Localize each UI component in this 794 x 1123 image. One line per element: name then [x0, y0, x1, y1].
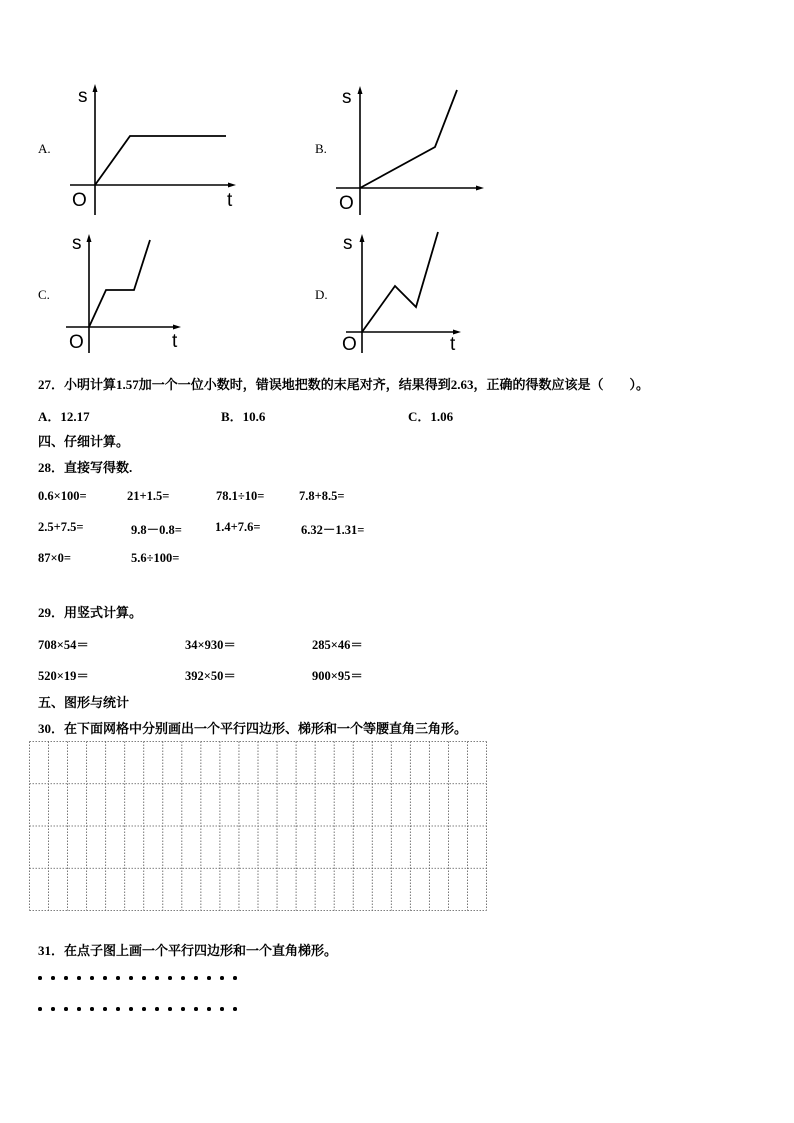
q29-expr: 520×19＝ [38, 669, 89, 683]
graph-d-s-label: s [343, 233, 353, 254]
q28-expr: 21+1.5= [127, 489, 170, 503]
graph-b-origin-label: O [339, 193, 354, 214]
graph-d-y-arrow [360, 234, 365, 242]
q28-expr: 78.1÷10= [216, 489, 265, 503]
grid-dot [142, 1007, 146, 1011]
q29-expr: 900×95＝ [312, 669, 363, 683]
graph-d-x-arrow [453, 330, 461, 335]
q29-expr: 708×54＝ [38, 638, 89, 652]
grid-dot [233, 1007, 237, 1011]
grid-dot [103, 1007, 107, 1011]
option-b-label: B. [315, 141, 327, 156]
grid-dot [129, 976, 133, 980]
grid-dot [168, 976, 172, 980]
question-30-title: 30．在下面网格中分别画出一个平行四边形、梯形和一个等腰直角三角形。 [38, 721, 468, 736]
grid-dot [181, 976, 185, 980]
dot-grid-row[interactable] [38, 976, 238, 982]
q28-expr: 5.6÷100= [131, 551, 180, 565]
grid-dot [194, 1007, 198, 1011]
q27-option-b: B．10.6 [221, 409, 266, 424]
q29-expr: 34×930＝ [185, 638, 236, 652]
graph-d-t-label: t [450, 334, 456, 355]
grid-dot [38, 1007, 42, 1011]
grid-dot [207, 1007, 211, 1011]
q27-option-c: C．1.06 [408, 409, 454, 424]
option-d-label: D. [315, 287, 328, 302]
grid-dot [220, 1007, 224, 1011]
grid-dot [90, 976, 94, 980]
option-c-label: C. [38, 287, 50, 302]
grid-dot [116, 1007, 120, 1011]
question-31-title: 31．在点子图上画一个平行四边形和一个直角梯形。 [38, 943, 338, 958]
section-5-heading: 五、图形与统计 [38, 695, 130, 710]
graph-a-t-label: t [227, 190, 233, 211]
q28-expr: 0.6×100= [38, 489, 87, 503]
grid-dot [64, 1007, 68, 1011]
grid-dot [233, 976, 237, 980]
grid-dot [51, 976, 55, 980]
grid-dot [220, 976, 224, 980]
grid-dot [129, 1007, 133, 1011]
graph-c-s-label: s [72, 233, 82, 254]
grid-dot [90, 1007, 94, 1011]
q30-drawing-grid[interactable] [29, 741, 487, 911]
grid-dot [181, 1007, 185, 1011]
grid-dot [194, 976, 198, 980]
q28-expr: 1.4+7.6= [215, 520, 261, 534]
graph-a-s-label: s [78, 86, 88, 107]
question-27: 27．小明计算1.57加一个一位小数时，错误地把数的末尾对齐，结果得到2.63，正确的得数应该是（ ）。 [38, 377, 650, 392]
dot-grid-row[interactable] [38, 1007, 238, 1013]
q28-expr: 7.8+8.5= [299, 489, 345, 503]
graph-d-origin-label: O [342, 334, 357, 355]
grid-dot [142, 976, 146, 980]
q29-expr: 392×50＝ [185, 669, 236, 683]
grid-dot [77, 976, 81, 980]
graph-b-s-label: s [342, 87, 352, 108]
grid-dot [155, 976, 159, 980]
graph-d-line [362, 232, 438, 332]
graph-a-origin-label: O [72, 190, 87, 211]
q28-expr: 9.8－0.8= [131, 523, 182, 537]
q28-expr: 6.32－1.31= [301, 523, 365, 537]
q27-option-a: A．12.17 [38, 409, 90, 424]
grid-dot [116, 976, 120, 980]
q28-expr: 87×0= [38, 551, 71, 565]
grid-dot [103, 976, 107, 980]
q29-expr: 285×46＝ [312, 638, 363, 652]
option-a-label: A. [38, 141, 51, 156]
question-28-title: 28．直接写得数. [38, 460, 133, 475]
grid-dot [207, 976, 211, 980]
grid-dot [38, 976, 42, 980]
grid-dot [155, 1007, 159, 1011]
graph-c-t-label: t [172, 331, 178, 352]
grid-dot [77, 1007, 81, 1011]
graph-d [0, 0, 794, 360]
grid-dot [168, 1007, 172, 1011]
question-29-title: 29．用竖式计算。 [38, 605, 143, 620]
grid-dot [64, 976, 68, 980]
graph-c-origin-label: O [69, 332, 84, 353]
q28-expr: 2.5+7.5= [38, 520, 84, 534]
grid-dot [51, 1007, 55, 1011]
section-4-heading: 四、仔细计算。 [38, 434, 130, 449]
